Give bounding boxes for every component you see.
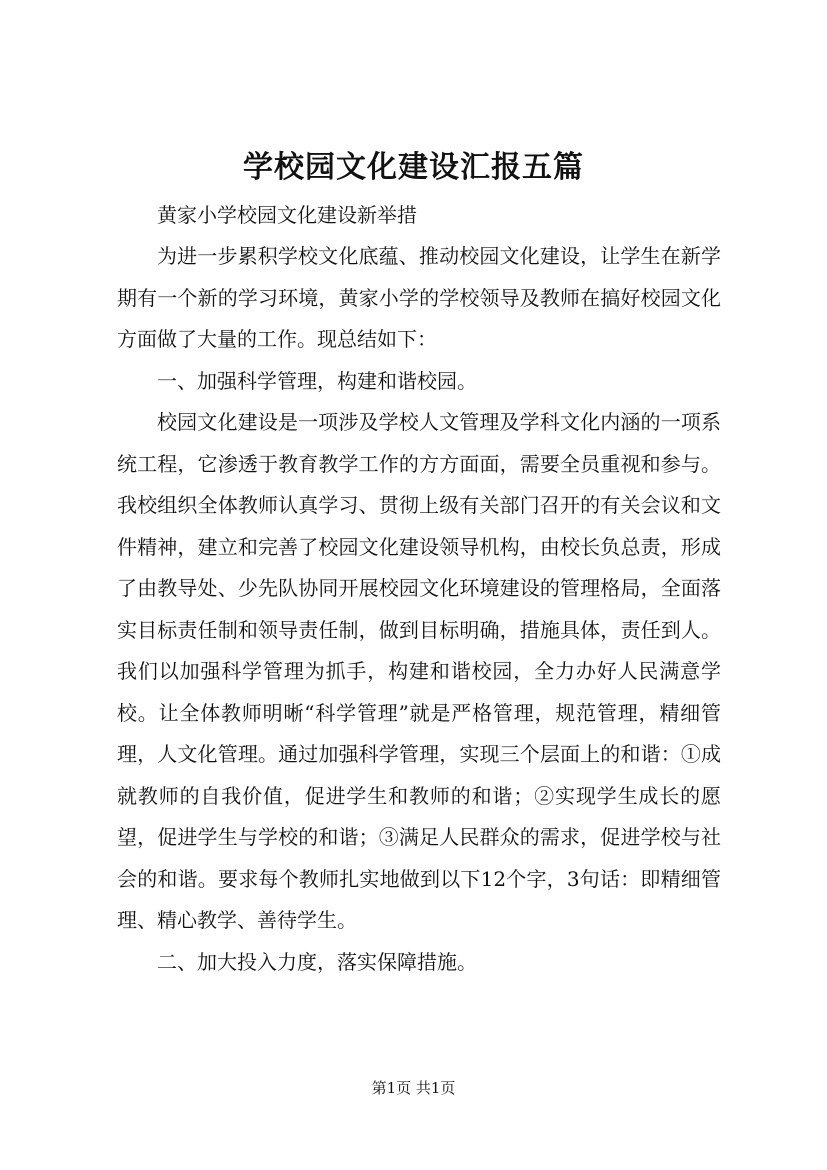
section-heading-2: 二、加大投入力度，落实保障措施。 bbox=[157, 949, 477, 974]
page-footer: 第1页 共1页 bbox=[371, 1079, 456, 1097]
document-subtitle: 黄家小学校园文化建设新举措 bbox=[157, 203, 417, 227]
document-title: 学校园文化建设汇报五篇 bbox=[243, 150, 584, 185]
document-body bbox=[117, 236, 721, 983]
paragraph-intro: 为进一步累积学校文化底蕴、推动校园文化建设，让学生在新学期有一个新的学习环境，黄家小学的学校领导及教师在搞好校园文化方面做了大量的工作。现总结如下： bbox=[117, 244, 721, 351]
paragraph-section-1: 校园文化建设是一项涉及学校人文管理及学科文化内涵的一项系统工程，它渗透于教育教学工作的方方面面，需要全员重视和参与。我校组织全体教师认真学习、贯彻上级有关部门召开的有关会议和文件精神，建立和完善了校园文化建设领导机构，由校长负总责，形成了由教导处、少先队协同开展校园文化环境建设的管理格局，全面落实目标责任制和领导责任制，做到目标明确，措施具体，责任到人。我们以加强科学管理为抓手，构建和谐校园，全力办好人民满意学校。让全体教师明晰“科学管理”就是严格管理，规范管理，精细管理，人文化管理。通过加强科学管理，实现三个层面上的和谐：①成就教师的自我价值，促进学生和教师的和谐；②实现学生成长的愿望，促进学生与学校的和谐；③满足人民群众的需求，促进学校与社会的和谐。要求每个教师扎实地做到以下12个字，3句话：即精细管理、精心教学、善待学生。 bbox=[117, 410, 721, 932]
section-heading-1: 一、加强科学管理，构建和谐校园。 bbox=[157, 368, 477, 393]
